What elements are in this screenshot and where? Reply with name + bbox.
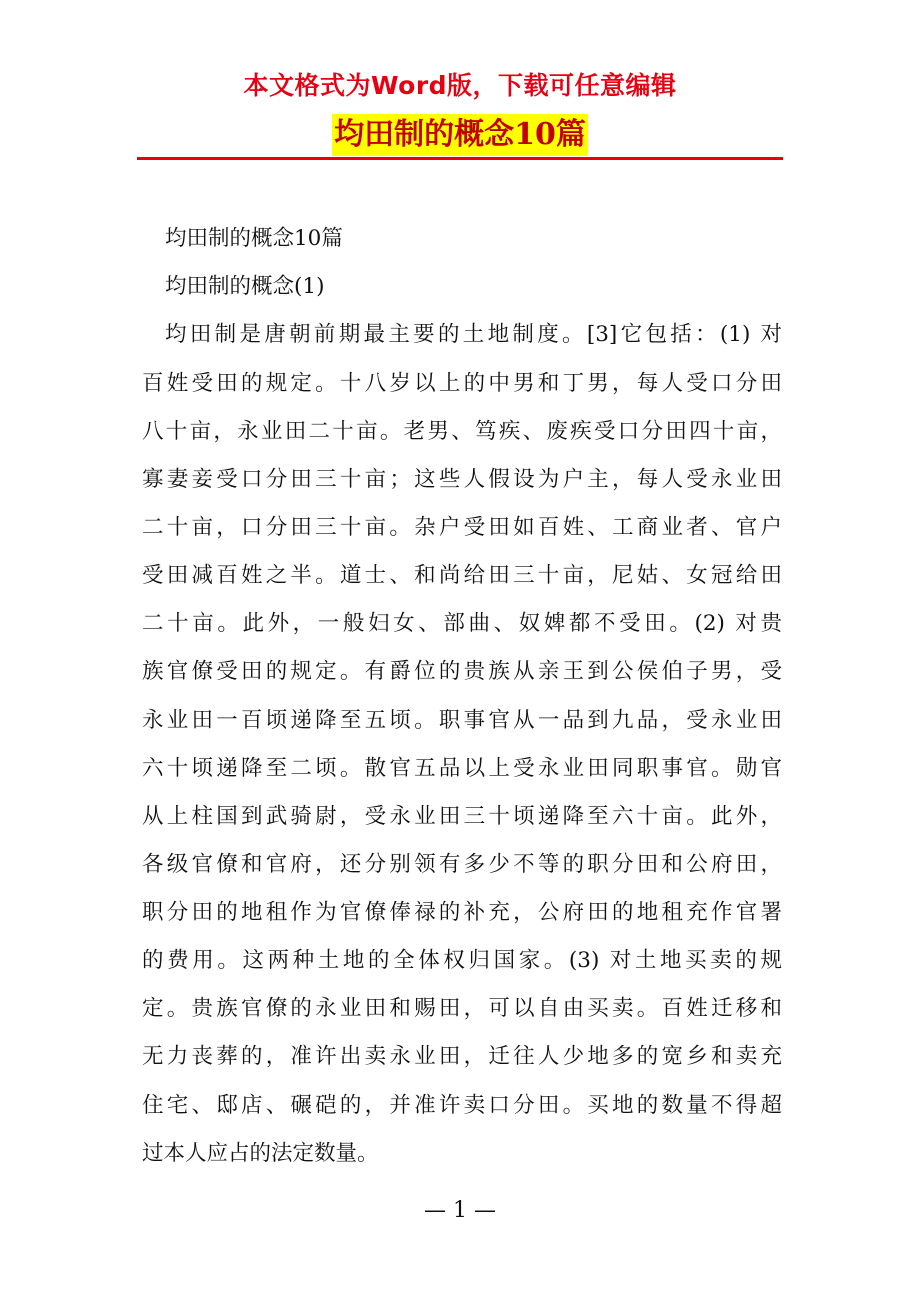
body-line: 均田制的概念(1) [165,274,325,299]
page-number: — 1 — [424,1198,496,1223]
body-line: 定。贵族官僚的永业田和赐田，可以自由买卖。百姓迁移和 [142,996,782,1021]
body-line: 职分田的地租作为官僚俸禄的补充，公府田的地租充作官署 [142,900,782,925]
body-line: 均田制是唐朝前期最主要的土地制度。[3]它包括：(1) 对 [165,322,782,347]
body-line: 均田制的概念10篇 [165,226,343,251]
body-line: 各级官僚和官府，还分别领有多少不等的职分田和公府田， [142,852,782,877]
body-line: 百姓受田的规定。十八岁以上的中男和丁男，每人受口分田 [142,371,782,396]
body-line: 寡妻妾受口分田三十亩；这些人假设为户主，每人受永业田 [142,467,782,492]
format-banner: 本文格式为Word版，下载可任意编辑 [243,71,677,100]
body-line: 受田减百姓之半。道士、和尚给田三十亩，尼姑、女冠给田 [142,563,782,588]
title-divider [137,157,783,160]
body-line: 八十亩，永业田二十亩。老男、笃疾、废疾受口分田四十亩， [142,419,782,444]
body-line: 二十亩。此外，一般妇女、部曲、奴婢都不受田。(2) 对贵 [142,611,782,636]
document-title: 均田制的概念10篇 [332,114,588,156]
body-line: 六十顷递降至二顷。散官五品以上受永业田同职事官。勋官 [142,756,782,781]
body-line: 永业田一百顷递降至五顷。职事官从一品到九品，受永业田 [142,708,782,733]
body-line: 无力丧葬的，准许出卖永业田，迁往人少地多的宽乡和卖充 [142,1044,782,1069]
body-line: 住宅、邸店、碾硙的，并准许卖口分田。买地的数量不得超 [142,1093,782,1118]
body-line: 的费用。这两种土地的全体权归国家。(3) 对土地买卖的规 [142,948,782,973]
body-line: 二十亩，口分田三十亩。杂户受田如百姓、工商业者、官户 [142,515,782,540]
body-line: 从上柱国到武骑尉，受永业田三十顷递降至六十亩。此外， [142,804,782,829]
body-line: 过本人应占的法定数量。 [142,1141,379,1166]
title-wrap [0,114,920,156]
body-line: 族官僚受田的规定。有爵位的贵族从亲王到公侯伯子男，受 [142,659,782,684]
